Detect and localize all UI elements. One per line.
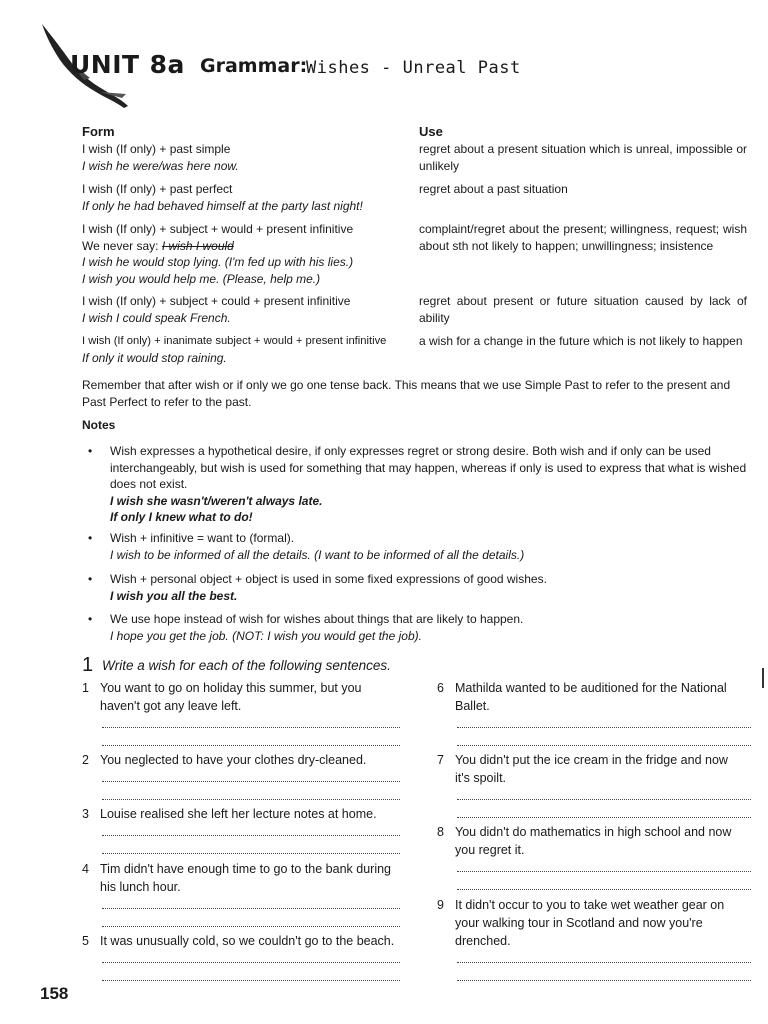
grammar-label: Grammar:: [200, 55, 308, 77]
note-example: If only I knew what to do!: [110, 510, 253, 524]
form-row-1: [82, 141, 412, 174]
use-row-3: complaint/regret about the present; willingness, request; wish about sth not likely to happen; unwillingness; insistence: [419, 222, 747, 253]
exercise-instruction: Write a wish for each of the following sentences.: [102, 658, 391, 673]
question-number: 4: [82, 862, 89, 876]
question-line: his lunch hour.: [100, 880, 181, 894]
question-line: You neglected to have your clothes dry-cleaned.: [100, 753, 367, 767]
question-line: drenched.: [455, 934, 511, 948]
note-item-2: [88, 530, 752, 563]
question-number: 5: [82, 934, 89, 948]
form-heading: Form: [82, 124, 115, 139]
form-rule: I wish (If only) + past perfect: [82, 182, 233, 196]
form-note: [82, 238, 416, 255]
note-item-4: [88, 611, 752, 644]
answer-line[interactable]: [102, 978, 400, 981]
answer-line[interactable]: [102, 960, 400, 963]
question-line: It was unusually cold, so we couldn't go to the beach.: [100, 934, 395, 948]
use-row-1: regret about a present situation which is unreal, impossible or unlikely: [419, 142, 747, 173]
question-line: Ballet.: [455, 699, 490, 713]
question-line: Louise realised she left her lecture notes at home.: [100, 807, 377, 821]
form-example: I wish I could speak French.: [82, 310, 231, 325]
question-6: [437, 679, 755, 715]
form-rule: I wish (If only) + past simple: [82, 142, 231, 156]
question-line: It didn't occur to you to take wet weather gear on: [455, 898, 725, 912]
answer-line[interactable]: [102, 725, 400, 728]
grammar-topic: Wishes - Unreal Past: [306, 58, 521, 78]
answer-line[interactable]: [102, 851, 400, 854]
answer-line[interactable]: [102, 743, 400, 746]
form-rule: I wish (If only) + inanimate subject + would + present infinitive: [82, 335, 387, 347]
answer-line[interactable]: [102, 797, 400, 800]
bullet: •: [88, 444, 93, 458]
question-9: [437, 896, 755, 950]
question-line: You want to go on holiday this summer, but you: [100, 681, 362, 695]
bullet: •: [88, 572, 93, 586]
answer-line[interactable]: [457, 978, 751, 981]
unit-header: [40, 22, 600, 112]
note-example: I hope you get the job. (NOT: I wish you would get the job).: [110, 628, 422, 643]
question-2: [82, 751, 410, 769]
form-example: I wish he would stop lying. (I'm fed up with his lies.): [82, 255, 354, 269]
answer-line[interactable]: [102, 833, 400, 836]
answer-line[interactable]: [102, 779, 400, 782]
note-text: Wish + infinitive = want to (formal).: [110, 531, 295, 545]
form-row-2: [82, 181, 412, 214]
note-text: We use hope instead of wish for wishes about things that are likely to happen.: [110, 612, 524, 626]
bullet: •: [88, 531, 93, 545]
question-8: [437, 823, 755, 859]
form-example: I wish he were/was here now.: [82, 158, 239, 173]
question-number: 6: [437, 681, 444, 695]
note-example: I wish you all the best.: [110, 588, 238, 603]
note-example: I wish to be informed of all the details. (I want to be informed of all the details.): [110, 547, 525, 562]
question-line: Tim didn't have enough time to go to the bank during: [100, 862, 391, 876]
note-item-1: [88, 443, 752, 526]
question-5: [82, 932, 410, 950]
question-7: [437, 751, 755, 787]
note-item-3: [88, 571, 752, 604]
note-text: Wish expresses a hypothetical desire, if only expresses regret or strong desire. Both wish and if only can be used interchangeably, but wish is used for something that may happen, whereas if only is used to express that what is wished does not exist.: [110, 444, 747, 491]
use-heading: Use: [419, 124, 443, 139]
question-number: 2: [82, 753, 89, 767]
bullet: •: [88, 612, 93, 626]
answer-line[interactable]: [102, 924, 400, 927]
answer-line[interactable]: [457, 815, 751, 818]
question-line: it's spoilt.: [455, 771, 507, 785]
use-row-2: regret about a past situation: [419, 182, 568, 196]
question-number: 1: [82, 681, 89, 695]
unit-number: 8a: [149, 50, 185, 79]
answer-line[interactable]: [457, 960, 751, 963]
margin-mark: [762, 668, 764, 688]
page-number: 158: [40, 984, 69, 1003]
form-row-5: [82, 333, 416, 366]
question-line: haven't got any leave left.: [100, 699, 242, 713]
question-line: You didn't do mathematics in high school and now: [455, 825, 732, 839]
question-number: 7: [437, 753, 444, 767]
answer-line[interactable]: [457, 869, 751, 872]
incorrect-example: I wish I would: [161, 238, 234, 253]
question-3: [82, 805, 410, 823]
question-line: Mathilda wanted to be auditioned for the National: [455, 681, 727, 695]
answer-line[interactable]: [102, 906, 400, 909]
question-line: you regret it.: [455, 843, 525, 857]
unit-word: UNIT: [70, 50, 140, 79]
note-example: I wish she wasn't/weren't always late.: [110, 493, 323, 508]
question-1: [82, 679, 410, 715]
remember-paragraph: Remember that after wish or if only we go one tense back. This means that we use Simple Past to refer to the present and Past Perfect to refer to the past.: [82, 378, 731, 409]
form-row-4: [82, 293, 412, 326]
answer-line[interactable]: [457, 725, 751, 728]
form-example: If only it would stop raining.: [82, 350, 227, 365]
never-say-label: We never say:: [82, 238, 159, 253]
question-line: your walking tour in Scotland and now you're: [455, 916, 703, 930]
exercise-number: 1: [82, 654, 94, 676]
question-4: [82, 860, 410, 896]
use-row-5: a wish for a change in the future which is not likely to happen: [419, 334, 743, 348]
question-number: 3: [82, 807, 89, 821]
form-example: If only he had behaved himself at the party last night!: [82, 198, 363, 213]
form-rule: I wish (If only) + subject + would + present infinitive: [82, 222, 354, 236]
answer-line[interactable]: [457, 887, 751, 890]
use-row-4: regret about present or future situation caused by lack of ability: [419, 294, 747, 325]
form-row-3: [82, 221, 416, 287]
answer-line[interactable]: [457, 743, 751, 746]
answer-line[interactable]: [457, 797, 751, 800]
note-text: Wish + personal object + object is used in some fixed expressions of good wishes.: [110, 572, 547, 586]
question-line: You didn't put the ice cream in the fridge and now: [455, 753, 728, 767]
form-example: I wish you would help me. (Please, help me.): [82, 271, 321, 286]
unit-title: [70, 50, 185, 79]
question-number: 9: [437, 898, 444, 912]
form-rule: I wish (If only) + subject + could + present infinitive: [82, 294, 351, 308]
notes-heading: Notes: [82, 418, 116, 432]
question-number: 8: [437, 825, 444, 839]
